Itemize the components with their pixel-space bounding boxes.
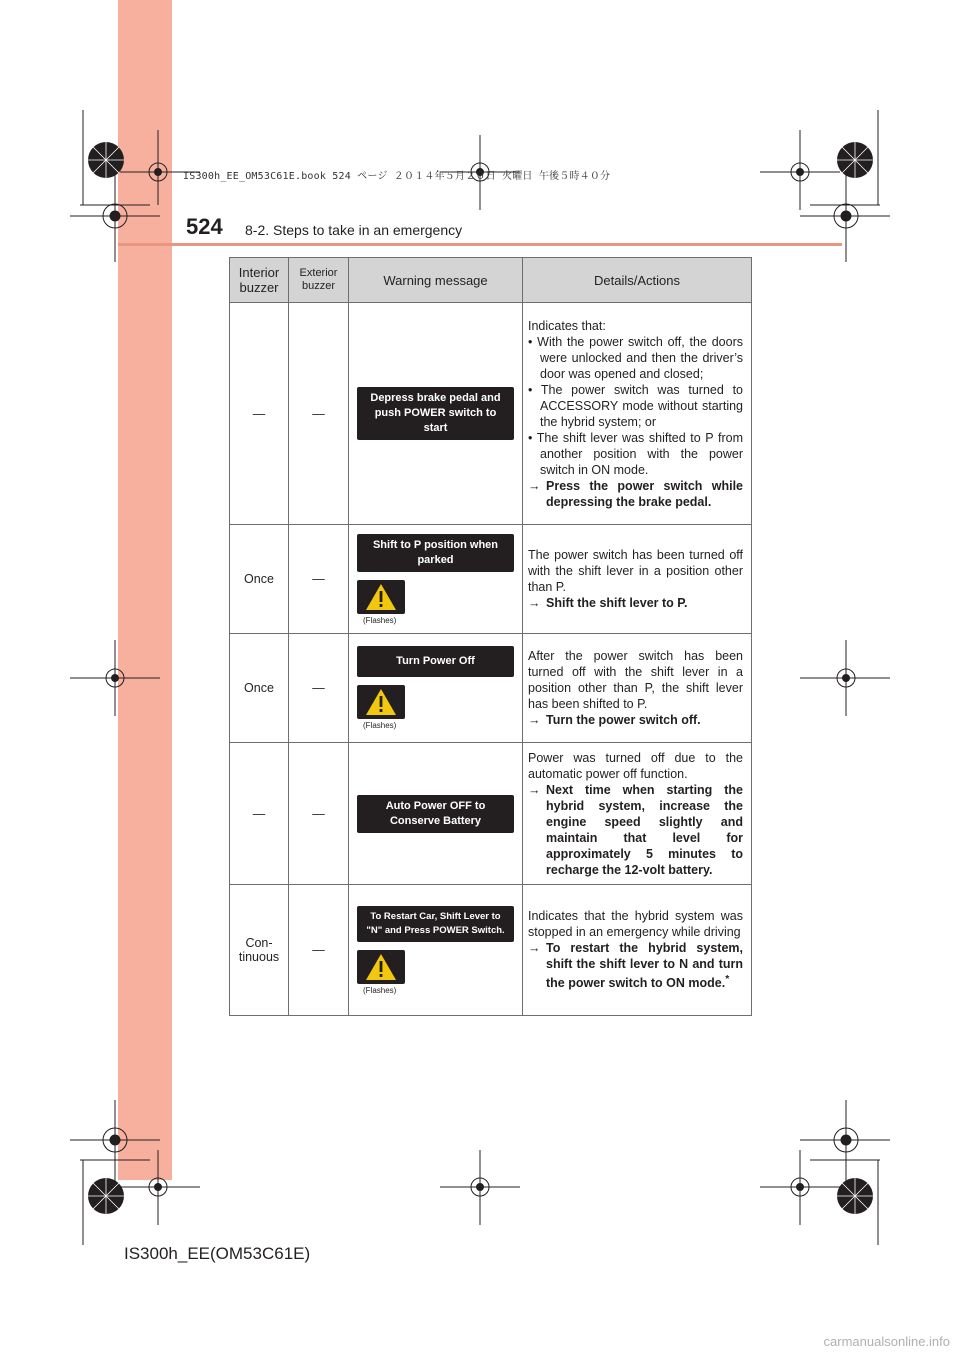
exterior-buzzer-cell: — <box>289 634 349 743</box>
warning-message-cell <box>349 885 523 1016</box>
flash-label: (Flashes) <box>363 615 397 625</box>
details-cell <box>523 885 752 1016</box>
details-cell <box>523 634 752 743</box>
arrow-icon: → <box>528 941 541 956</box>
details-text: Power was turned off due to the automatic power off function. <box>528 750 743 781</box>
action-label: To restart the hybrid system, shift the shift lever to N and turn the power switch to ON mode. <box>546 941 743 991</box>
action-text <box>528 940 743 991</box>
action-text <box>528 478 743 510</box>
master-warning-icon <box>357 950 405 984</box>
interior-buzzer-cell: — <box>230 743 289 885</box>
table-row <box>230 634 752 743</box>
arrow-icon: → <box>528 478 541 493</box>
exterior-buzzer-cell: — <box>289 525 349 634</box>
details-intro: Indicates that: <box>528 318 606 333</box>
col-interior-buzzer: Interior buzzer <box>230 258 289 303</box>
action-label: Press the power switch while depressing the brake pedal. <box>546 478 743 509</box>
page-number: 524 <box>186 214 223 239</box>
warning-message-cell <box>349 303 523 525</box>
warning-message-cell <box>349 525 523 634</box>
action-label: Shift the shift lever to P. <box>546 596 688 610</box>
table-header-row <box>230 258 752 303</box>
master-warning-icon <box>357 685 405 719</box>
arrow-icon: → <box>528 596 541 610</box>
table-row <box>230 885 752 1016</box>
action-label: Next time when starting the hybrid system, increase the engine speed slightly and maintain that level for approximately 5 minutes to recharge the 12-volt battery. <box>546 782 743 877</box>
list-item: • The power switch was turned to ACCESSORY mode without starting the hybrid system; or <box>528 382 743 429</box>
message-display: To Restart Car, Shift Lever to "N" and Press POWER Switch. <box>357 906 514 942</box>
message-display: Turn Power Off <box>357 646 514 677</box>
interior-buzzer-cell: — <box>230 303 289 525</box>
interior-buzzer-cell: Once <box>230 634 289 743</box>
action-text <box>528 712 743 728</box>
table-row <box>230 743 752 885</box>
interior-buzzer-cell: Once <box>230 525 289 634</box>
message-display: Shift to P position when parked <box>357 534 514 572</box>
footer-code: IS300h_EE(OM53C61E) <box>124 1244 311 1263</box>
details-cell <box>523 743 752 885</box>
action-text <box>528 782 743 878</box>
warning-message-cell <box>349 634 523 743</box>
details-list <box>528 334 743 478</box>
section-title: 8-2. Steps to take in an emergency <box>245 222 463 238</box>
header-rule <box>118 243 842 246</box>
table-row <box>230 525 752 634</box>
exterior-buzzer-cell: — <box>289 743 349 885</box>
print-info: IS300h_EE_OM53C61E.book 524 ページ ２０１４年５月２０日 火曜日 午後５時４０分 <box>183 171 611 182</box>
arrow-icon: → <box>528 782 541 797</box>
list-item: • With the power switch off, the doors were unlocked and then the driver’s door was opened and closed; <box>528 334 743 381</box>
warning-table <box>229 257 752 1016</box>
message-display: Auto Power OFF to Conserve Battery <box>357 795 514 833</box>
warning-message-cell <box>349 743 523 885</box>
action-label: Turn the power switch off. <box>546 713 701 727</box>
col-details-actions: Details/Actions <box>523 258 752 303</box>
details-text: The power switch has been turned off with the shift lever in a position other than P. <box>528 548 743 594</box>
exterior-buzzer-cell: — <box>289 885 349 1016</box>
arrow-icon: → <box>528 713 541 727</box>
master-warning-icon <box>357 580 405 614</box>
col-exterior-buzzer: Exterior buzzer <box>289 258 349 303</box>
details-cell <box>523 525 752 634</box>
message-display: Depress brake pedal and push POWER switch to start <box>357 387 514 440</box>
exterior-buzzer-cell: — <box>289 303 349 525</box>
table-row <box>230 303 752 525</box>
details-text: After the power switch has been turned off with the shift lever in a position other than P, the shift lever has been shifted to P. <box>528 649 743 711</box>
flash-label: (Flashes) <box>363 721 397 730</box>
flash-label: (Flashes) <box>363 985 397 995</box>
action-text <box>528 595 743 611</box>
col-warning-message: Warning message <box>349 258 523 303</box>
details-text: Indicates that the hybrid system was stopped in an emergency while driving <box>528 909 743 940</box>
details-cell <box>523 303 752 525</box>
list-item: • The shift lever was shifted to P from another position with the power switch in ON mode. <box>528 430 743 477</box>
footnote-mark: * <box>725 974 730 986</box>
interior-buzzer-cell: Con- tinuous <box>230 885 289 1016</box>
watermark: carmanualsonline.info <box>823 1334 950 1349</box>
